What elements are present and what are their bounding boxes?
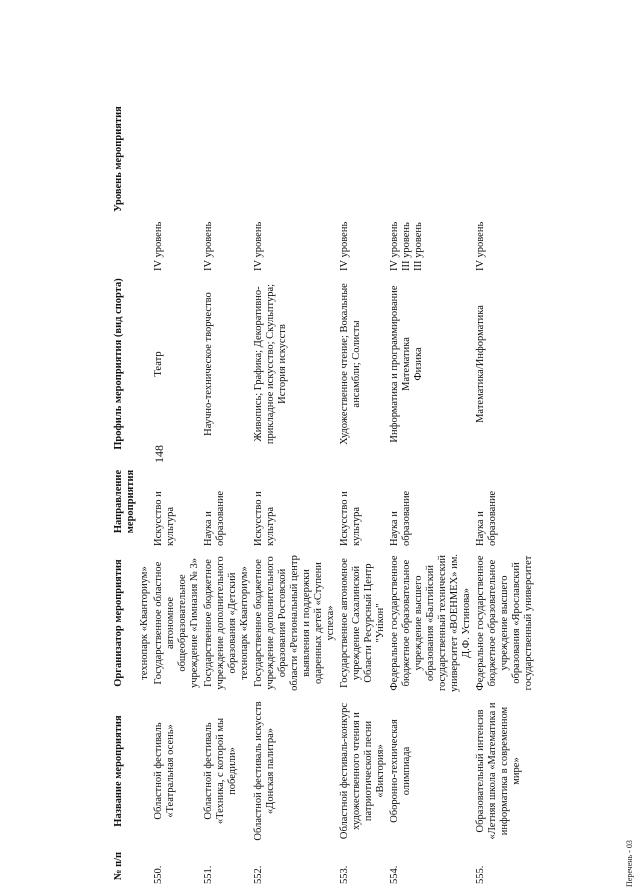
row-num: 555. bbox=[475, 865, 486, 884]
table-row bbox=[152, 27, 202, 887]
table-row-prefix bbox=[138, 27, 152, 887]
row-profile bbox=[152, 274, 202, 454]
row-profile bbox=[388, 274, 474, 454]
header-organizer: Организатор мероприятия bbox=[113, 559, 124, 687]
row-spacer bbox=[152, 27, 202, 44]
row-direction: Искусство и культура bbox=[153, 491, 176, 546]
row-direction: Наука и образование bbox=[203, 490, 226, 546]
row-name: Образовательный интенсив «Летняя школа «Математика и информатика в современном мире» bbox=[475, 702, 522, 840]
events-table bbox=[10, 27, 536, 887]
level-entry: IV уровень bbox=[253, 221, 264, 271]
row-organizer: Федеральное государственное бюджетное образовательное учреждение высшего образования «Ярославский государственный университет bbox=[475, 555, 534, 691]
row-level bbox=[474, 44, 536, 274]
row-organizer: Государственное бюджетное учреждение дополнительного образования Ростовской области «Региональный центр выявления и поддержки одаренных детей «Ступени успеха» bbox=[253, 555, 336, 691]
row-name: Областной фестиваль «Театральная осень» bbox=[153, 722, 176, 820]
row-name: Оборонно-техническая олимпиада bbox=[389, 719, 412, 823]
level-entry: IV уровень bbox=[153, 221, 164, 271]
row-name: Областной фестиваль искусств «Донская палитра» bbox=[253, 701, 276, 841]
table-row bbox=[388, 27, 474, 887]
level-entry: IV уровень bbox=[475, 221, 486, 271]
level-entry: IV уровень bbox=[339, 221, 350, 271]
row-level bbox=[252, 44, 338, 274]
level-entry: IV уровень bbox=[389, 221, 400, 271]
row-organizer: Государственное автономное учреждение Сахалинской Области Ресурсный Центр "Унікон" bbox=[339, 558, 386, 688]
row-num: 552. bbox=[253, 865, 264, 884]
table-row bbox=[202, 27, 252, 887]
profile-entry: Информатика и программирование bbox=[389, 285, 400, 443]
row-profile bbox=[474, 274, 536, 454]
table-row-header-spacer bbox=[10, 27, 112, 887]
row-profile bbox=[202, 274, 252, 454]
row-spacer bbox=[388, 27, 474, 44]
row-direction: Искусство и культура bbox=[253, 491, 276, 546]
row-organizer: Федеральное государственное бюджетное образовательное учреждение высшего образования «Балтийский государственный технический университет «ВОЕНМЕХ» им. Д.Ф. Устинова» bbox=[389, 554, 472, 692]
row-organizer: Государственное областное автономное общеобразовательное учреждение «Гимназия № 3» bbox=[153, 557, 200, 689]
row-level bbox=[338, 44, 388, 274]
row-name: Областной фестиваль «Техника, с которой мы победили» bbox=[203, 717, 238, 825]
row-profile bbox=[252, 274, 338, 454]
profile-entry: Научно-техническое творчество bbox=[203, 292, 214, 436]
profile-entry: Живопись; Графика; Декоративно-прикладное искусство; Скульптура; История искусств bbox=[253, 283, 288, 445]
row-name: Областной фестиваль-конкурс художественного чтения и патриотической песни «Виктория» bbox=[339, 702, 386, 840]
table-header-row bbox=[112, 27, 138, 887]
header-level: Уровень мероприятия bbox=[113, 106, 124, 212]
row-level bbox=[152, 44, 202, 274]
profile-entry: Физика bbox=[413, 347, 424, 381]
row-level bbox=[202, 44, 252, 274]
header-direction: Направление мероприятия bbox=[113, 469, 136, 534]
level-entry: IV уровень bbox=[203, 221, 214, 271]
row-num: 554. bbox=[389, 865, 400, 884]
table-body bbox=[152, 27, 536, 887]
profile-entry: Математика/Информатика bbox=[475, 305, 486, 423]
row-profile bbox=[338, 274, 388, 454]
profile-entry: Художественное чтение; Вокальные ансамбли; Солисты bbox=[339, 283, 362, 445]
row-spacer bbox=[338, 27, 388, 44]
footer-note: Перечень - 03 bbox=[625, 840, 634, 887]
row-num: 551. bbox=[203, 865, 214, 884]
row-spacer bbox=[202, 27, 252, 44]
row-level bbox=[388, 44, 474, 274]
page-number: 148 bbox=[152, 445, 166, 463]
row-direction: Наука и образование bbox=[389, 490, 412, 546]
row-direction: Искусство и культура bbox=[339, 491, 362, 546]
row-spacer bbox=[474, 27, 536, 44]
level-entry: III уровень bbox=[401, 222, 412, 271]
header-profile: Профиль мероприятия (вид спорта) bbox=[113, 278, 124, 450]
row-num: 550. bbox=[153, 865, 164, 884]
row-num: 553. bbox=[339, 865, 350, 884]
table-row bbox=[252, 27, 338, 887]
header-name: Название мероприятия bbox=[113, 715, 124, 827]
row-direction: Наука и образование bbox=[475, 490, 498, 546]
row-spacer bbox=[252, 27, 338, 44]
header-num: № п/п bbox=[113, 851, 124, 881]
prefix-organizer: технопарк «Кванториум» bbox=[139, 566, 150, 680]
table-row bbox=[338, 27, 388, 887]
profile-entry: Театр bbox=[153, 351, 164, 377]
row-organizer: Государственное бюджетное учреждение дополнительного образования «Детский технопарк «Кванториум» bbox=[203, 556, 250, 690]
table-row bbox=[474, 27, 536, 887]
profile-entry: Математика bbox=[401, 337, 412, 391]
level-entry: III уровень bbox=[413, 222, 424, 271]
